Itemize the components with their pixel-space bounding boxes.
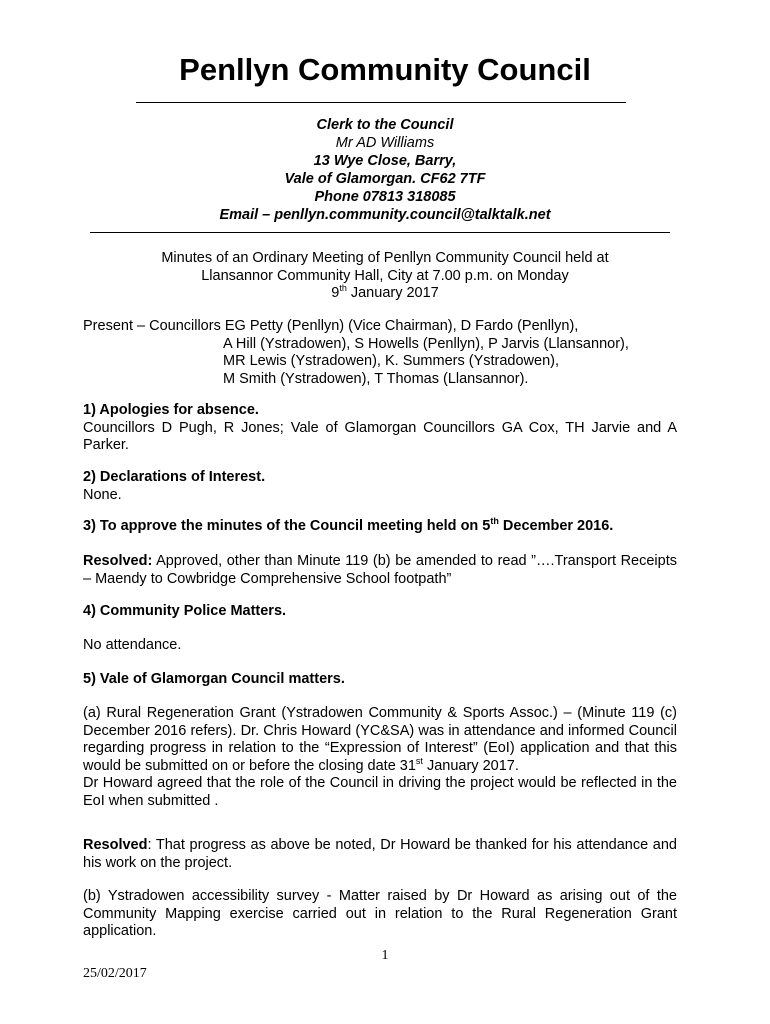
present-line-4: M Smith (Ystradowen), T Thomas (Llansannor). bbox=[223, 370, 529, 387]
address-line-2: Vale of Glamorgan. CF62 7TF bbox=[284, 171, 486, 187]
meeting-line-2: Llansannor Community Hall, City at 7.00 p.m. on Monday bbox=[201, 267, 569, 284]
apologies-section bbox=[83, 402, 677, 455]
police-heading: 4) Community Police Matters. bbox=[83, 603, 287, 619]
police-text: No attendance. bbox=[83, 637, 182, 653]
meeting-heading bbox=[0, 250, 770, 303]
council-title: Penllyn Community Council bbox=[179, 52, 591, 87]
minutes-approval-section bbox=[83, 518, 677, 536]
minutes-resolved bbox=[83, 553, 677, 588]
vale-resolved-label: Resolved bbox=[83, 837, 148, 853]
vale-a-paragraph: (a) Rural Regeneration Grant (Ystradowen Community & Sports Assoc.) – (Minute 119 (c) December 2016 refers). Dr. Chris Howard (YC&SA) was in attendance and informed Council regarding progress in relation to the “Expression of Interest” (EoI) application and that this would be submitted on or before the closing date 31st January 2017. bbox=[83, 705, 677, 774]
phone: Phone 07813 318085 bbox=[314, 189, 456, 205]
meeting-line-1: Minutes of an Ordinary Meeting of Penllyn Community Council held at bbox=[161, 250, 609, 266]
email: Email – penllyn.community.council@talktalk.net bbox=[219, 207, 551, 223]
declarations-heading: 2) Declarations of Interest. bbox=[83, 469, 266, 485]
address-line-1: 13 Wye Close, Barry, bbox=[313, 153, 457, 169]
header-divider bbox=[90, 232, 670, 233]
present-list bbox=[83, 318, 629, 388]
resolved-text: Approved, other than Minute 119 (b) be amended to read ”….Transport Receipts – Maendy to Cowbridge Comprehensive School footpath” bbox=[83, 553, 677, 587]
vale-a-followup: Dr Howard agreed that the role of the Council in driving the project would be reflected in the EoI when submitted . bbox=[83, 775, 677, 809]
clerk-label: Clerk to the Council bbox=[316, 117, 454, 133]
present-line-2: A Hill (Ystradowen), S Howells (Penllyn), P Jarvis (Llansannor), bbox=[223, 335, 629, 352]
present-line-3: MR Lewis (Ystradowen), K. Summers (Ystradowen), bbox=[223, 353, 560, 370]
clerk-name: Mr AD Williams bbox=[335, 135, 435, 151]
minutes-heading: 3) To approve the minutes of the Council meeting held on 5th December 2016. bbox=[83, 516, 614, 534]
vale-item-b: (b) Ystradowen accessibility survey - Matter raised by Dr Howard as arising out of the Community Mapping exercise carried out in relation to the Rural Regeneration Grant application. bbox=[83, 888, 677, 940]
page-number: 1 bbox=[381, 948, 389, 963]
apologies-heading: 1) Apologies for absence. bbox=[83, 402, 259, 418]
title-divider bbox=[136, 102, 626, 103]
clerk-contact-block bbox=[0, 116, 770, 224]
vale-resolved-text: : That progress as above be noted, Dr Howard be thanked for his attendance and his work on the project. bbox=[83, 837, 677, 871]
declarations-text: None. bbox=[83, 486, 122, 503]
vale-resolved bbox=[83, 837, 677, 872]
vale-item-a bbox=[83, 705, 677, 811]
meeting-date: 9th January 2017 bbox=[331, 283, 439, 302]
police-section bbox=[83, 603, 677, 621]
resolved-label: Resolved: bbox=[83, 553, 153, 569]
footer-date: 25/02/2017 bbox=[83, 966, 147, 981]
vale-section-heading-wrap bbox=[83, 671, 677, 689]
declarations-section bbox=[83, 469, 677, 504]
apologies-text: Councillors D Pugh, R Jones; Vale of Glamorgan Councillors GA Cox, TH Jarvie and A Parker. bbox=[83, 419, 677, 454]
present-line-1: Present – Councillors EG Petty (Penllyn) (Vice Chairman), D Fardo (Penllyn), bbox=[83, 318, 579, 334]
vale-heading: 5) Vale of Glamorgan Council matters. bbox=[83, 671, 345, 687]
